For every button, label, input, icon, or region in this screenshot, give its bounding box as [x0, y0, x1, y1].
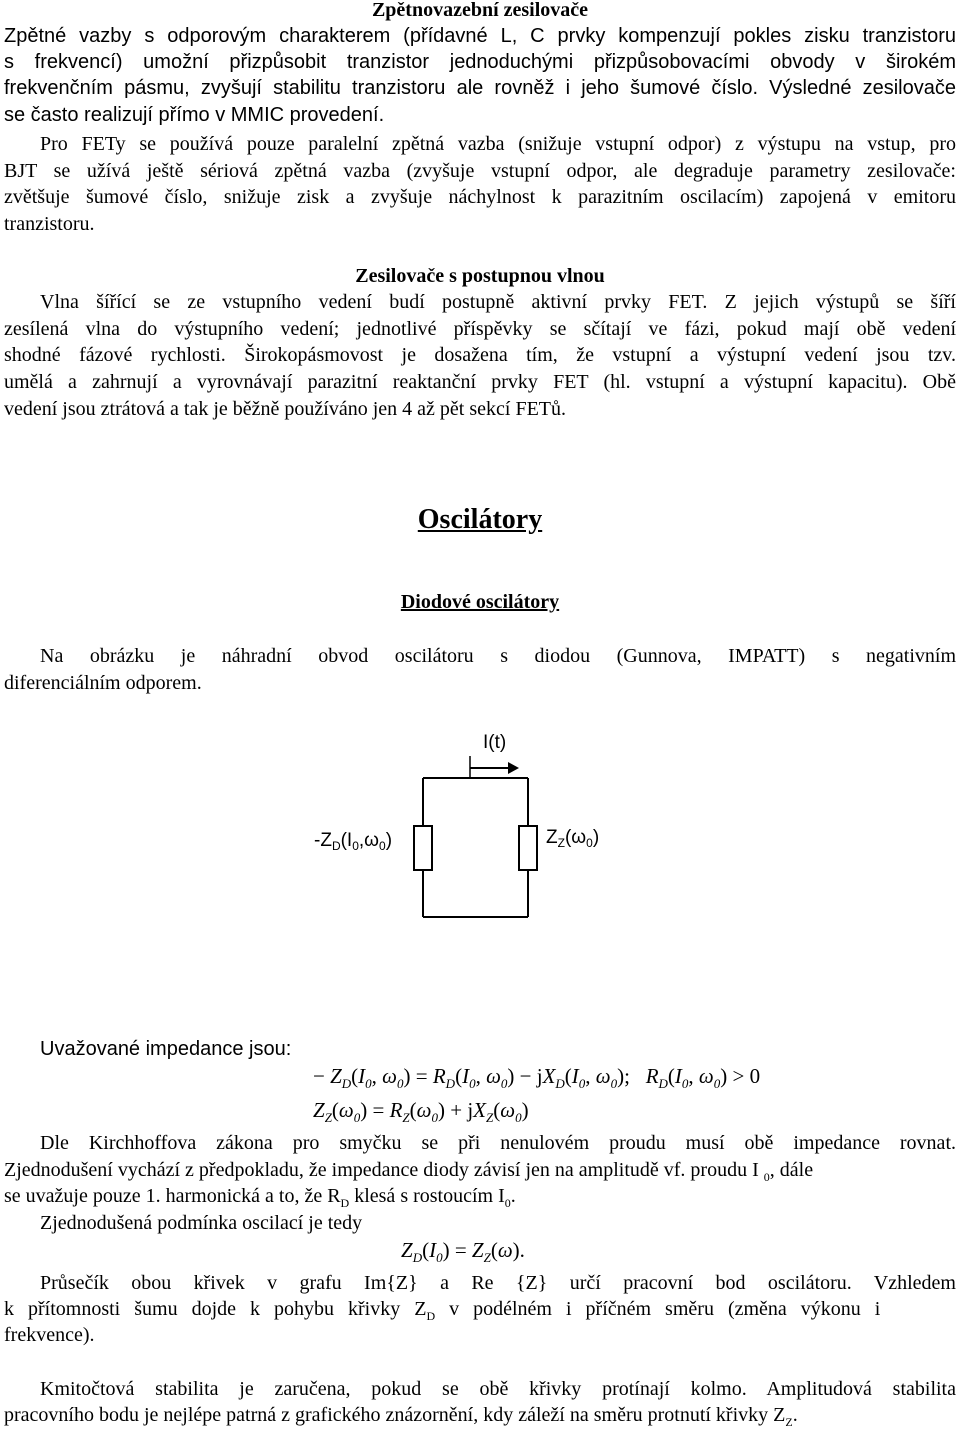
paragraph-line: Dle Kirchhoffova zákona pro smyčku se při nenulovém proudu musí obě impedance rovnat. [40, 1132, 956, 1154]
equation-load-impedance: $Z_Z(\omega_0) = R_Z(\omega_0) + jX_Z(\omega_0)$ [313, 1098, 529, 1126]
paragraph-line: s frekvencí) umožní přizpůsobit tranzistor jednoduchými přizpůsobovacími obvody v širokém [4, 51, 956, 73]
paragraph-line: Na obrázku je náhradní obvod oscilátoru s diodou (Gunnova, IMPATT) s negativním [40, 645, 956, 667]
paragraph-line: k přítomnosti šumu dojde k pohybu křivky $Z_D$ v podélném i příčném směru (změna výkonu i [4, 1298, 881, 1323]
paragraph-line: diferenciálním odporem. [4, 672, 202, 694]
paragraph-line: se uvažuje pouze 1. harmonická a to, že $R_D$ klesá s rostoucím $I_0$. [4, 1185, 516, 1210]
equation-diode-impedance: − $Z_D(I_0$, $\omega_0) = R_D(I_0$, $\omega_0) - jX_D(I_0$, $\omega_0$); $R_D(I_0$, $\omega_0) > 0$ [313, 1064, 761, 1092]
current-arrow-icon [508, 762, 519, 774]
load-impedance-element [519, 826, 537, 870]
oscillator-equivalent-circuit [0, 720, 960, 950]
paragraph-line: BJT se užívá ještě sériová zpětná vazba (zvyšuje vstupní odpor, ale degraduje parametry zesilovače: [4, 160, 956, 182]
section-heading-traveling-wave: Zesilovače s postupnou vlnou [355, 265, 605, 287]
equations-lead: Uvažované impedance jsou: [40, 1038, 292, 1060]
paragraph-line: umělá a zahrnují a vyrovnávají parazitní reaktanční prvky FET (hl. vstupní a výstupní kapacitu). Obě [4, 371, 956, 393]
chapter-subtitle: Diodové oscilátory [400, 591, 560, 613]
paragraph-line: pracovního bodu je nejlépe patrná z grafického znázornění, kdy záleží na směru protnutí křivky $Z_Z$. [4, 1404, 798, 1429]
chapter-title: Oscilátory [417, 504, 543, 535]
paragraph-line: Zjednodušená podmínka oscilací je tedy [40, 1212, 363, 1234]
current-label: I(t) [483, 732, 507, 753]
paragraph-line: shodné fázové rychlosti. Širokopásmovost je dosažena tím, že vstupní a výstupní vedení jsou tzv. [4, 344, 956, 366]
diode-impedance-element [414, 826, 432, 870]
paragraph-line: Zpětné vazby s odporovým charakterem (přídavné L, C prvky kompenzují pokles zisku tranzistoru [4, 25, 956, 47]
paragraph-line: se často realizují přímo v MMIC provedení. [4, 104, 385, 126]
diode-impedance-label: $-Z_D(I_0,\omega_0)$ [314, 830, 393, 853]
paragraph-line: vedení jsou ztrátová a tak je běžně používáno jen 4 až pět sekcí FETů. [4, 398, 567, 420]
paragraph-line: frekvence). [4, 1324, 95, 1346]
section-heading-feedback-amplifiers: Zpětnovazební zesilovače [371, 0, 589, 21]
equation-oscillation-condition: $Z_D(I_0) = Z_Z(\omega)$. [401, 1238, 525, 1266]
paragraph-line: tranzistoru. [4, 213, 95, 235]
load-impedance-label: $Z_Z(\omega_0)$ [546, 827, 600, 850]
paragraph-line: Pro FETy se používá pouze paralelní zpětná vazba (snižuje vstupní odpor) z výstupu na vstup, pro [40, 133, 956, 155]
paragraph-line: Průsečík obou křivek v grafu Im{Z} a Re {Z} určí pracovní bod oscilátoru. Vzhledem [40, 1272, 956, 1294]
paragraph-line: Vlna šířící se ze vstupního vedení budí postupně aktivní prvky FET. Z jejich výstupů se šíří [40, 291, 956, 313]
paragraph-line: zvětšuje šumové číslo, snižuje zisk a zvyšuje náchylnost k parazitním oscilacím) zapojená v emitoru [4, 186, 956, 208]
paragraph-line: Kmitočtová stabilita je zaručena, pokud se obě křivky protínají kolmo. Amplitudová stabilita [40, 1378, 956, 1400]
paragraph-line: frekvenčním pásmu, zvyšují stabilitu tranzistoru ale rovněž i jeho šumové číslo. Výsledné zesilovače [4, 77, 956, 99]
paragraph-line: Zjednodušení vychází z předpokladu, že impedance diody závisí jen na amplitudě vf. proudu I $_0$, dále [4, 1159, 814, 1184]
paragraph-line: zesílená vlna do výstupního vedení; jednotlivé příspěvky se sčítají ve fázi, pokud mají obě vedení [4, 318, 956, 340]
